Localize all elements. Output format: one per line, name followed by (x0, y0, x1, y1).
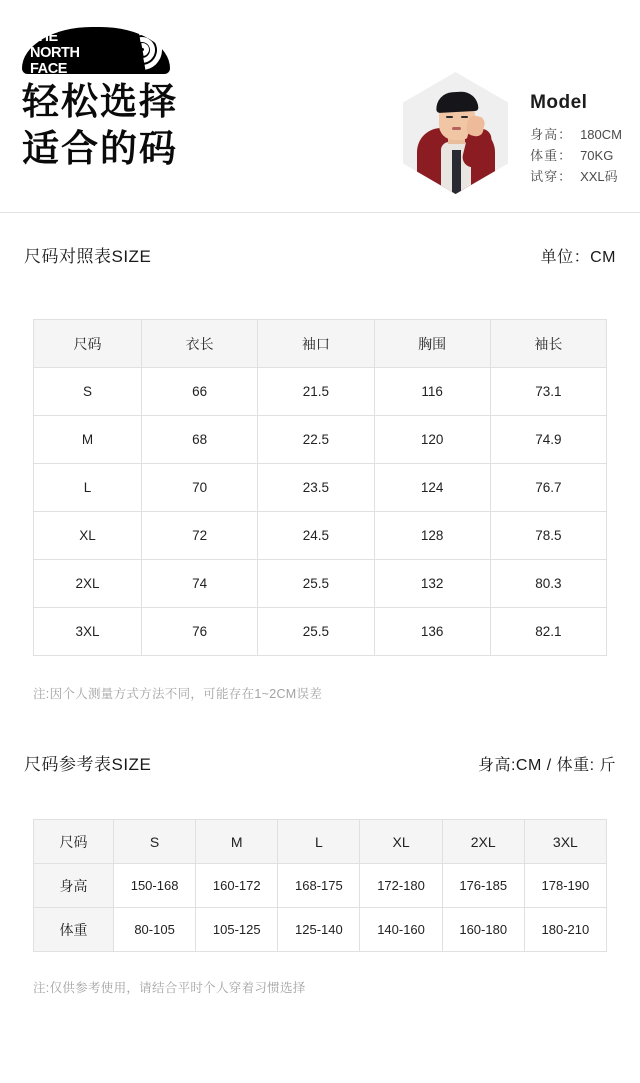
brand-name (26, 30, 130, 78)
table-row (34, 368, 607, 416)
model-spec-weight-value: 70KG (580, 148, 614, 163)
cell-weight-m: 105-125 (196, 908, 278, 952)
cell-cuff: 21.5 (258, 368, 374, 416)
model-spec-height-label: 身高： (530, 127, 573, 142)
cell-length: 66 (142, 368, 258, 416)
table-row (34, 908, 607, 952)
cell-sleeve: 74.9 (490, 416, 606, 464)
header-divider (0, 212, 640, 213)
cell-length: 72 (142, 512, 258, 560)
col-header-cuff: 袖口 (258, 320, 374, 368)
table-row (34, 608, 607, 656)
cell-height-3xl: 178-190 (524, 864, 606, 908)
headline-line-1: 轻松选择 (22, 81, 178, 122)
cell-weight-l: 125-140 (278, 908, 360, 952)
cell-chest: 116 (374, 368, 490, 416)
cell-height-m: 160-172 (196, 864, 278, 908)
cell-chest: 136 (374, 608, 490, 656)
cell-length: 70 (142, 464, 258, 512)
col-header-2xl: 2XL (442, 820, 524, 864)
col-header-size: 尺码 (34, 320, 142, 368)
brand-line-3: FACE (30, 61, 68, 77)
col-header-3xl: 3XL (524, 820, 606, 864)
reference-chart-table-wrap (0, 819, 640, 952)
model-spec-weight-label: 体重： (530, 148, 573, 163)
cell-chest: 124 (374, 464, 490, 512)
model-spec-tryon-value: XXL码 (580, 169, 618, 184)
cell-height-l: 168-175 (278, 864, 360, 908)
reference-chart-title: 尺码参考表SIZE (24, 755, 152, 774)
col-header-xl: XL (360, 820, 442, 864)
cell-sleeve: 82.1 (490, 608, 606, 656)
col-header-chest: 胸围 (374, 320, 490, 368)
reference-chart-note: 注:仅供参考使用，请结合平时个人穿着习惯选择 (33, 981, 306, 995)
cell-chest: 120 (374, 416, 490, 464)
page-title (22, 78, 178, 173)
col-header-length: 衣长 (142, 320, 258, 368)
half-dome-arcs-icon (122, 26, 168, 74)
size-chart-note: 注:因个人测量方式方法不同，可能存在1~2CM误差 (33, 687, 323, 701)
cell-height-xl: 172-180 (360, 864, 442, 908)
table-row (34, 560, 607, 608)
row-header-height: 身高 (34, 864, 114, 908)
cell-weight-3xl: 180-210 (524, 908, 606, 952)
cell-weight-xl: 140-160 (360, 908, 442, 952)
brand-line-2: NORTH (30, 45, 80, 61)
table-row (34, 864, 607, 908)
cell-size: L (34, 464, 142, 512)
col-header-size: 尺码 (34, 820, 114, 864)
col-header-m: M (196, 820, 278, 864)
cell-chest: 128 (374, 512, 490, 560)
size-chart-table (33, 319, 607, 656)
model-info (530, 72, 622, 187)
size-chart-table-wrap (0, 319, 640, 656)
table-row (34, 512, 607, 560)
cell-weight-s: 80-105 (114, 908, 196, 952)
col-header-l: L (278, 820, 360, 864)
cell-length: 74 (142, 560, 258, 608)
cell-cuff: 25.5 (258, 608, 374, 656)
row-header-weight: 体重 (34, 908, 114, 952)
cell-cuff: 23.5 (258, 464, 374, 512)
model-photo (403, 72, 508, 194)
cell-sleeve: 78.5 (490, 512, 606, 560)
cell-length: 76 (142, 608, 258, 656)
headline-line-2: 适合的码 (22, 128, 178, 170)
cell-size: 3XL (34, 608, 142, 656)
cell-size: S (34, 368, 142, 416)
brand-logo (22, 10, 170, 77)
table-row (34, 464, 607, 512)
cell-size: M (34, 416, 142, 464)
table-header-row (34, 320, 607, 368)
cell-cuff: 24.5 (258, 512, 374, 560)
cell-height-s: 150-168 (114, 864, 196, 908)
brand-line-1: THE (30, 29, 58, 45)
model-spec-tryon (530, 166, 622, 187)
table-header-row (34, 820, 607, 864)
model-block (403, 72, 622, 194)
cell-height-2xl: 176-185 (442, 864, 524, 908)
col-header-sleeve: 袖长 (490, 320, 606, 368)
reference-chart-heading (0, 750, 640, 775)
cell-sleeve: 80.3 (490, 560, 606, 608)
cell-cuff: 25.5 (258, 560, 374, 608)
size-chart-unit: 单位：CM (540, 249, 616, 266)
size-chart-title: 尺码对照表SIZE (24, 247, 152, 266)
col-header-s: S (114, 820, 196, 864)
model-title: Model (530, 92, 588, 113)
cell-weight-2xl: 160-180 (442, 908, 524, 952)
model-spec-tryon-label: 试穿： (530, 169, 573, 184)
cell-size: XL (34, 512, 142, 560)
model-spec-weight (530, 145, 622, 166)
model-illustration-icon (403, 72, 508, 194)
cell-sleeve: 73.1 (490, 368, 606, 416)
cell-sleeve: 76.7 (490, 464, 606, 512)
model-spec-height-value: 180CM (580, 127, 622, 142)
page-header (0, 0, 640, 212)
cell-size: 2XL (34, 560, 142, 608)
model-spec-height (530, 124, 622, 145)
reference-chart-unit: 身高:CM / 体重: 斤 (477, 757, 616, 774)
cell-chest: 132 (374, 560, 490, 608)
size-chart-heading (0, 242, 640, 267)
table-row (34, 416, 607, 464)
cell-length: 68 (142, 416, 258, 464)
reference-chart-table (33, 819, 607, 952)
cell-cuff: 22.5 (258, 416, 374, 464)
